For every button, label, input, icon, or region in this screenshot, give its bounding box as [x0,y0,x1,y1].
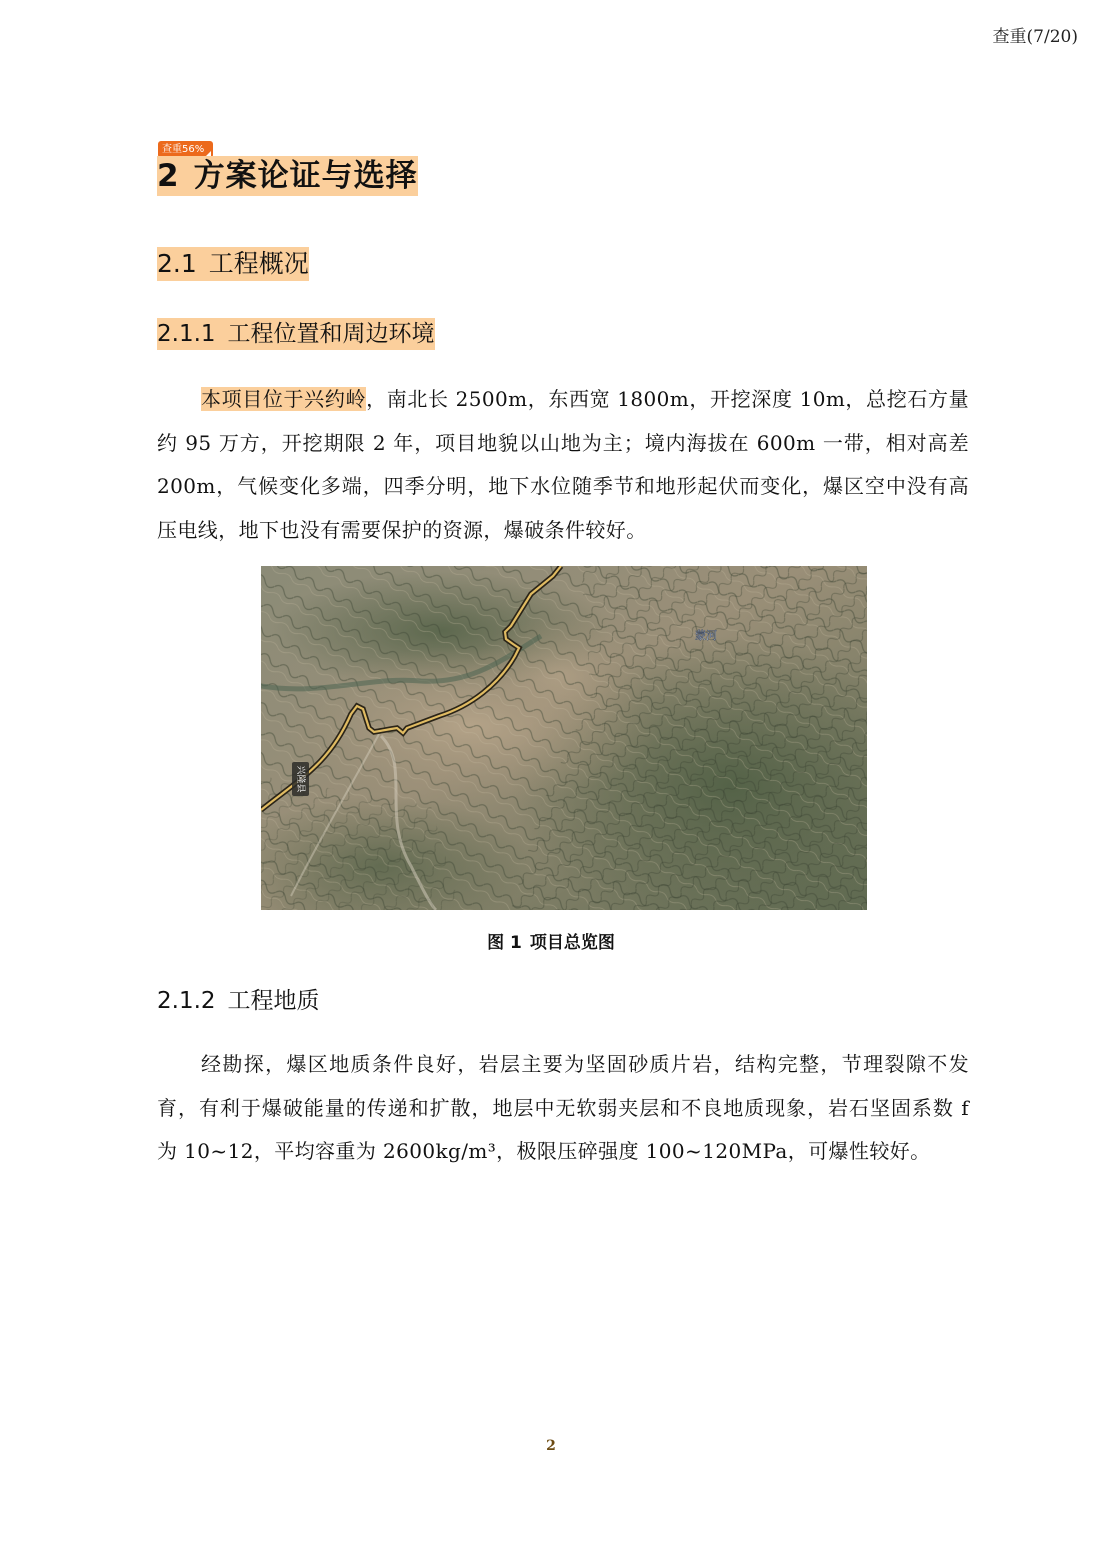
map-label-river: 蒙河 [695,629,717,642]
section-title: 方案论证与选择 [193,158,418,194]
figure-caption [0,928,1102,953]
paragraph-geology [157,1043,969,1174]
subsection-title: 工程概况 [208,249,309,278]
project-overview-satellite-image [261,566,867,910]
map-label-county: 兴隆县 [295,765,305,793]
subsection-number: 2.1 [157,249,197,278]
page-number: 2 [546,1438,556,1454]
similarity-badge[interactable]: 查重56% [158,141,213,158]
figure-caption-label: 图 1 [487,933,522,953]
satellite-terrain-graphic [261,566,867,910]
subsubsection-title: 工程地质 [227,988,320,1014]
subsubsection-title: 工程位置和周边环境 [227,321,435,347]
section-heading [157,156,418,196]
subsection-heading [157,247,309,281]
subsubsection-heading-location [157,318,435,350]
subsubsection-number: 2.1.2 [157,988,216,1014]
duplicate-check-indicator: 查重(7/20) [992,27,1078,47]
section-number: 2 [157,158,180,194]
paragraph-location [157,378,969,552]
subsubsection-number: 2.1.1 [157,321,216,347]
highlighted-phrase: 本项目位于兴约岭 [201,387,367,411]
paragraph-body: ，南北长 2500m，东西宽 1800m，开挖深度 10m，总挖石方量约 95 万方，开挖期限 2 年，项目地貌以山地为主；境内海拔在 600m 一带，相对高差 200m，气候变化多端，四季分明，地下水位随季节和地形起伏而变化，爆区空中没有高压电线，地下也没有需要保护的资源，爆破条件较好。 [157,387,970,542]
subsubsection-heading-geology [157,985,320,1017]
figure-caption-title: 项目总览图 [529,933,615,953]
paragraph-body: 经勘探，爆区地质条件良好，岩层主要为坚固砂质片岩，结构完整，节理裂隙不发育，有利于爆破能量的传递和扩散，地层中无软弱夹层和不良地质现象，岩石坚固系数 f 为 10~12，平均容重为 2600kg/m³，极限压碎强度 100~120MPa，可爆性较好。 [157,1052,969,1163]
